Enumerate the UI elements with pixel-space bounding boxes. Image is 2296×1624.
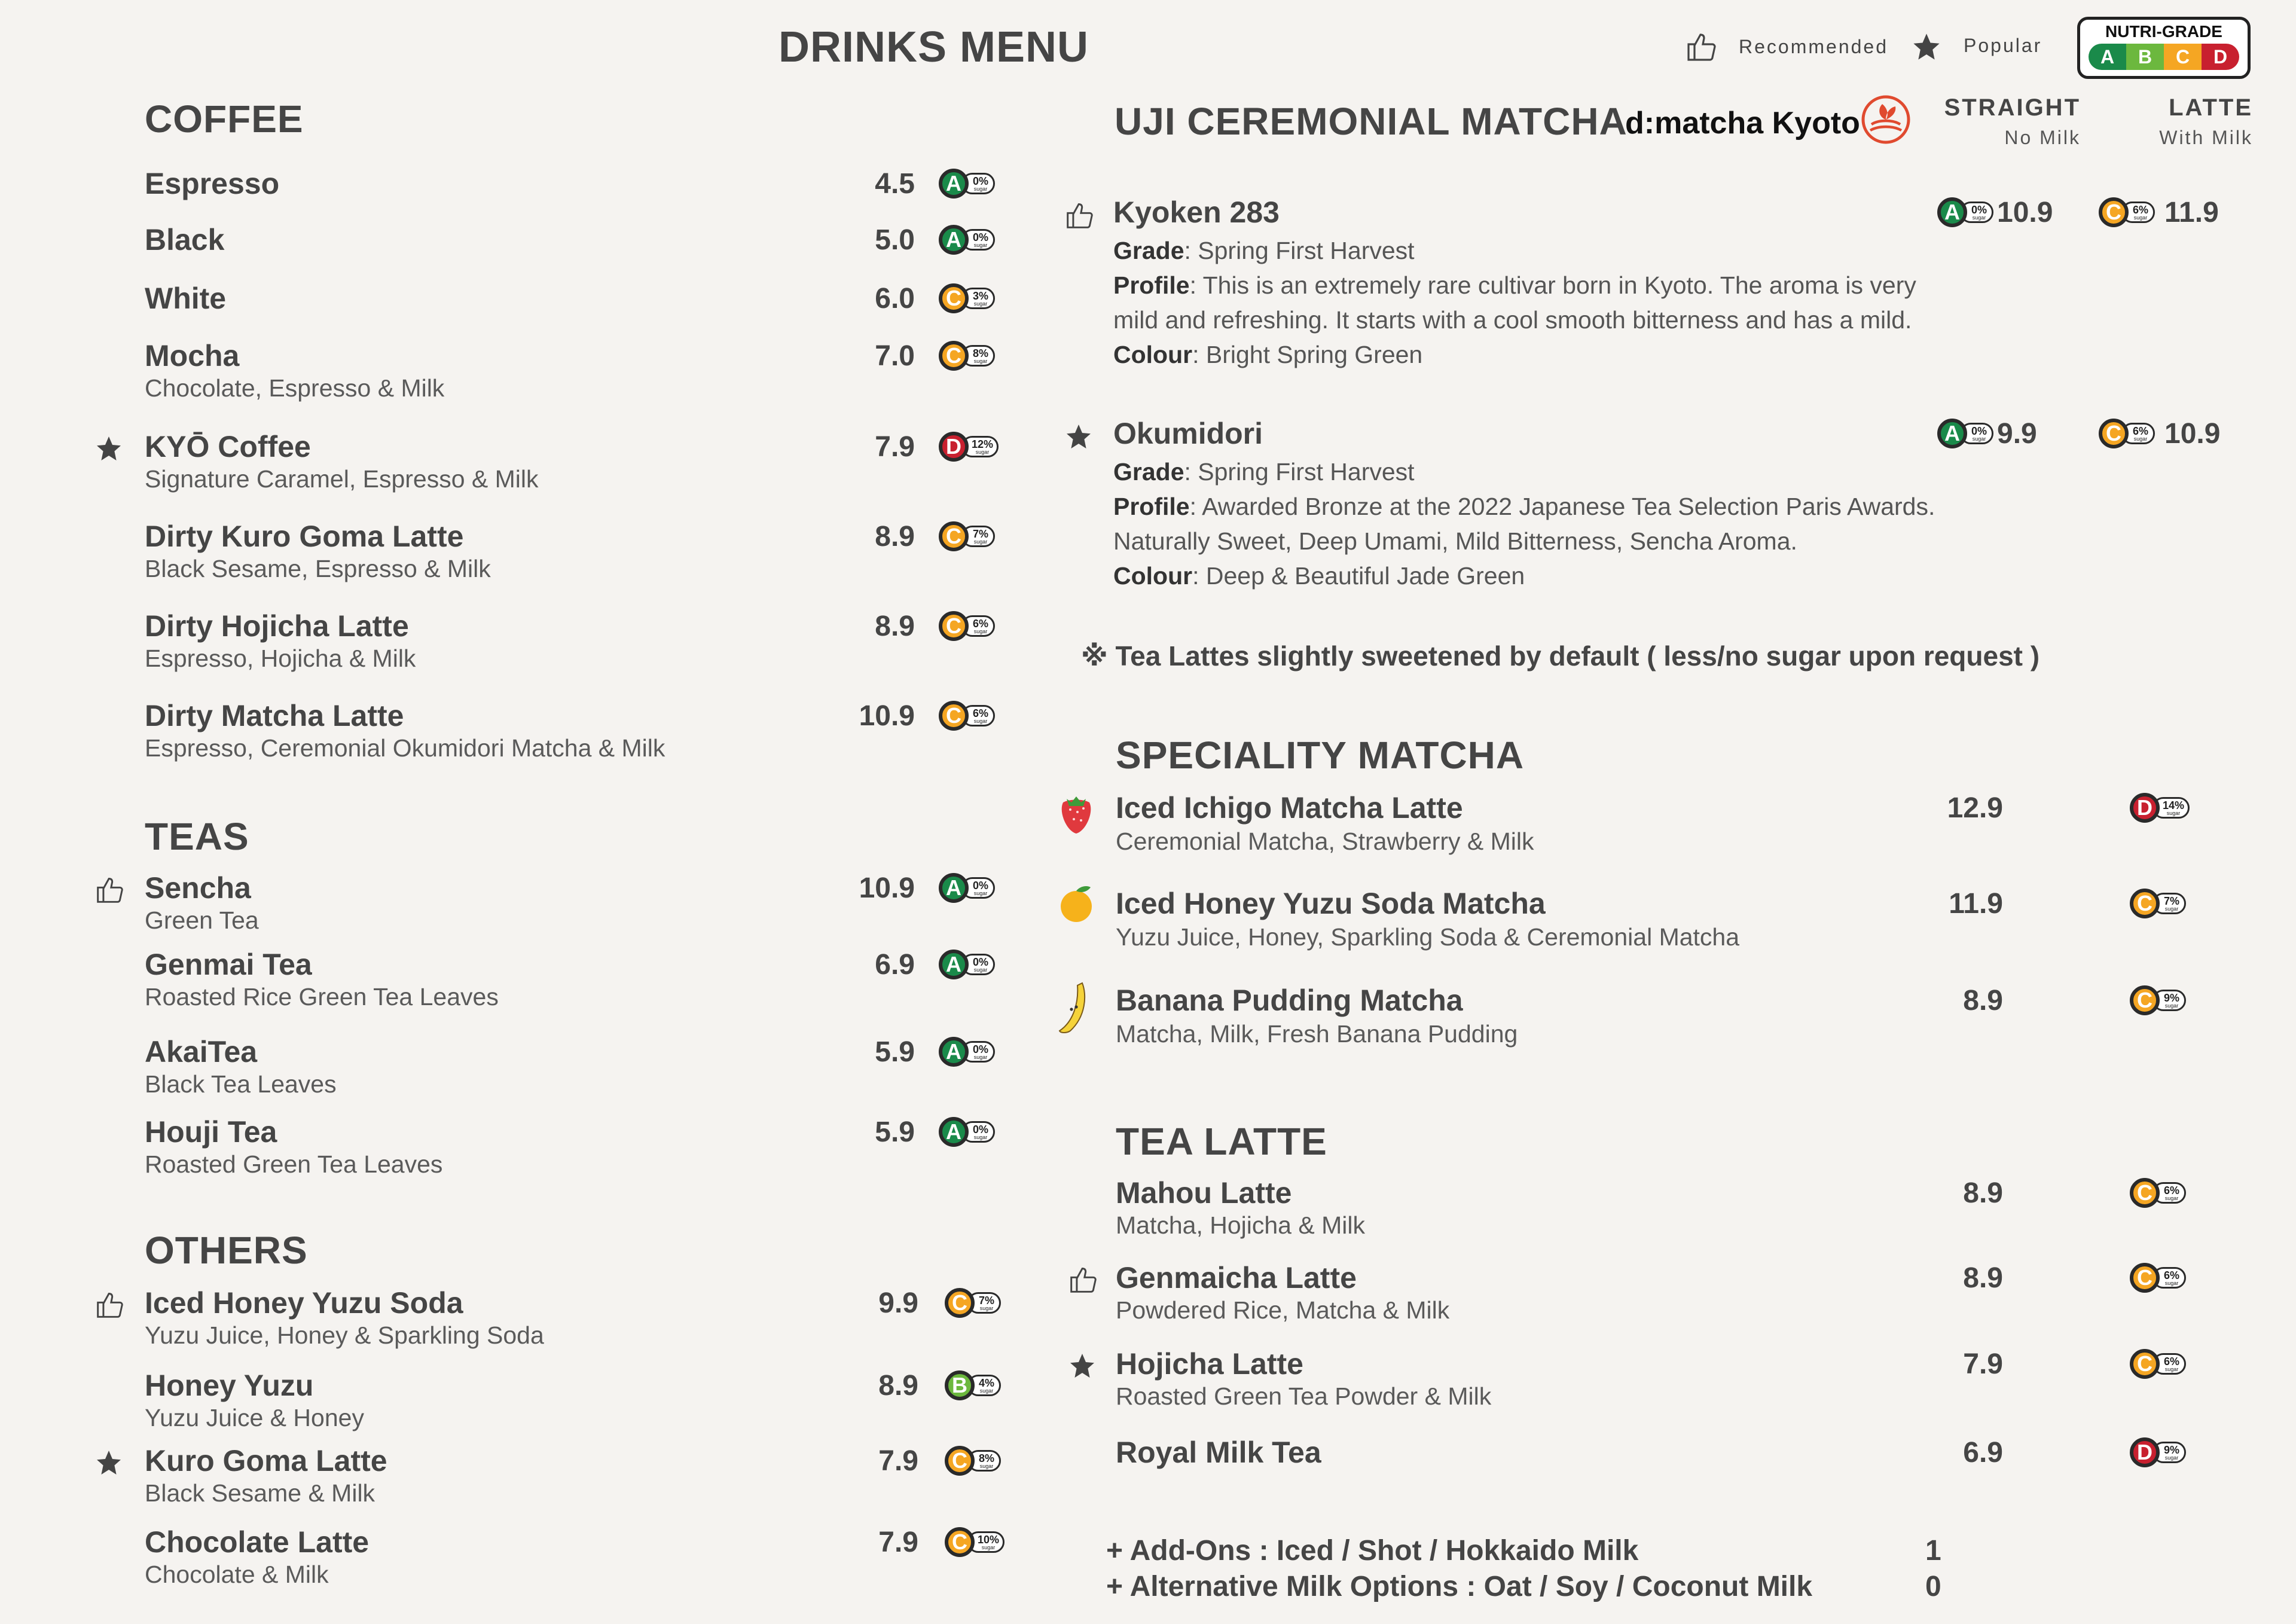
sugar-percent: 10% — [978, 1533, 1000, 1546]
sugar-percent: 6% — [972, 707, 988, 719]
nutri-grade-badge — [939, 1037, 995, 1067]
grade-c-circle: C — [945, 1446, 975, 1476]
section-heading-coffee: COFFEE — [145, 97, 304, 141]
nutri-grade-badge — [939, 283, 995, 313]
grade-d-circle: D — [2130, 1437, 2160, 1467]
latte-price: 11.9 — [2164, 197, 2219, 228]
menu-item-details — [1113, 233, 1916, 372]
menu-item-description: Chocolate & Milk — [145, 1561, 329, 1588]
star-icon — [1064, 422, 1093, 454]
detail-value: : Bright Spring Green — [1192, 341, 1423, 368]
grade-c-circle: C — [945, 1527, 975, 1557]
sugar-percent: 6% — [2132, 203, 2148, 216]
grade-b-circle: B — [945, 1370, 975, 1400]
detail-value: : Spring First Harvest — [1184, 458, 1415, 486]
menu-item-name: Espresso — [145, 167, 280, 200]
menu-item-description: Matcha, Hojicha & Milk — [1116, 1211, 1365, 1239]
grade-d-swatch: D — [2202, 44, 2239, 70]
menu-item-description: Espresso, Ceremonial Okumidori Matcha & Milk — [145, 734, 665, 762]
sugar-label: sugar — [973, 890, 988, 896]
grade-c-circle: C — [2099, 197, 2129, 227]
nutri-grade-badge — [939, 1117, 995, 1147]
nutri-grade-badge — [945, 1527, 1004, 1557]
nutri-grade-badge — [939, 521, 995, 551]
sugar-label: sugar — [979, 1463, 994, 1469]
grade-a-circle: A — [1937, 419, 1967, 448]
detail-line — [1113, 233, 1916, 268]
grade-c-circle: C — [2130, 889, 2160, 918]
menu-item-price: 6.9 — [875, 949, 915, 981]
nutri-grade-badge — [2099, 419, 2155, 448]
sugar-percent: 8% — [978, 1452, 994, 1464]
menu-item-name: KYŌ Coffee — [145, 430, 311, 463]
sugar-percent: 9% — [2163, 1443, 2179, 1456]
grade-a-circle: A — [1937, 197, 1967, 227]
menu-item-name: Genmai Tea — [145, 948, 312, 981]
nutri-grade-badge — [2130, 1437, 2186, 1467]
sugar-percent: 0% — [972, 879, 988, 892]
sugar-label: sugar — [979, 1305, 994, 1311]
menu-item-description: Roasted Green Tea Powder & Milk — [1116, 1382, 1492, 1410]
grade-a-circle: A — [939, 950, 969, 979]
sugar-label: sugar — [2133, 435, 2148, 442]
menu-item-description: Signature Caramel, Espresso & Milk — [145, 465, 539, 493]
sugar-percent: 0% — [972, 231, 988, 243]
nutri-grade-badge — [2099, 197, 2155, 227]
detail-line — [1113, 558, 1935, 593]
sugar-percent: 7% — [972, 527, 988, 540]
nutri-grade-badge — [2130, 793, 2190, 823]
sugar-percent: 6% — [2132, 425, 2148, 437]
brand-name: d:matcha Kyoto — [1625, 106, 1860, 141]
grade-a-circle: A — [939, 873, 969, 903]
section-heading-uji: UJI CEREMONIAL MATCHA — [1115, 100, 1628, 143]
menu-item-price: 10.9 — [859, 872, 915, 904]
legend-popular: Popular — [1964, 35, 2042, 56]
nutri-grade-badge — [1937, 197, 1993, 227]
menu-item-price: 5.9 — [875, 1036, 915, 1068]
detail-line — [1113, 268, 1916, 303]
menu-item-name: Royal Milk Tea — [1116, 1436, 1321, 1469]
menu-item-price: 8.9 — [878, 1370, 918, 1402]
sugar-percent: 4% — [978, 1376, 994, 1389]
sugar-label: sugar — [2133, 214, 2148, 221]
grade-c-circle: C — [2130, 1178, 2160, 1208]
sugar-percent: 3% — [972, 289, 988, 302]
detail-value: : Deep & Beautiful Jade Green — [1192, 562, 1525, 590]
menu-item-name: Iced Ichigo Matcha Latte — [1116, 791, 1463, 825]
straight-price: 10.9 — [1997, 197, 2053, 228]
menu-item-price: 8.9 — [1963, 985, 2003, 1016]
nutri-grade-title: NUTRI-GRADE — [2105, 22, 2222, 41]
menu-item-name: Chocolate Latte — [145, 1525, 370, 1559]
grade-c-circle: C — [939, 701, 969, 731]
detail-line: Naturally Sweet, Deep Umami, Mild Bitterness, Sencha Aroma. — [1113, 527, 1797, 555]
menu-item-details — [1113, 454, 1935, 593]
detail-line — [1113, 489, 1935, 524]
dmatcha-logo-icon — [1860, 93, 1912, 149]
nutri-grade-badge — [2130, 1178, 2186, 1208]
sugar-label: sugar — [973, 628, 988, 634]
thumbs-up-icon — [1068, 1265, 1099, 1297]
detail-line: mild and refreshing. It starts with a cool smooth bitterness and has a mild. — [1113, 306, 1912, 334]
sugar-percent: 7% — [2163, 895, 2179, 907]
thumbs-up-icon — [94, 1290, 126, 1322]
thumbs-up-icon — [1685, 31, 1718, 65]
menu-item-name: AkaiTea — [145, 1035, 258, 1069]
sugar-label: sugar — [2164, 1280, 2179, 1286]
nutri-grade-badge — [2130, 1263, 2186, 1293]
menu-item-description: Yuzu Juice, Honey & Sparkling Soda — [145, 1321, 544, 1349]
sugar-percent: 6% — [2163, 1355, 2179, 1367]
menu-item-name: Mahou Latte — [1116, 1176, 1292, 1210]
menu-item-description: Green Tea — [145, 906, 259, 934]
grade-c-circle: C — [2130, 985, 2160, 1015]
sugar-label: sugar — [973, 300, 988, 307]
star-icon — [1911, 31, 1942, 65]
menu-item-description: Powdered Rice, Matcha & Milk — [1116, 1296, 1450, 1324]
menu-item-price: 11.9 — [1949, 888, 2003, 920]
star-icon — [1068, 1351, 1097, 1383]
sugar-percent: 9% — [2163, 991, 2179, 1004]
nutri-grade-badge — [939, 873, 995, 903]
thumbs-up-icon — [1064, 201, 1095, 233]
menu-item-price: 8.9 — [875, 521, 915, 552]
section-heading-others: OTHERS — [145, 1229, 308, 1272]
menu-item-name: Banana Pudding Matcha — [1116, 984, 1463, 1017]
sugar-percent: 14% — [2163, 799, 2185, 811]
sugar-percent: 6% — [972, 617, 988, 630]
menu-item-name: Iced Honey Yuzu Soda — [145, 1286, 463, 1320]
sugar-percent: 0% — [1971, 425, 1987, 437]
sugar-label: sugar — [973, 358, 988, 364]
menu-item-description: Yuzu Juice & Honey — [145, 1404, 364, 1431]
sugar-label: sugar — [2164, 905, 2179, 912]
nutri-grade-badge — [939, 225, 995, 255]
sugar-percent: 12% — [972, 438, 994, 450]
grade-a-circle: A — [939, 169, 969, 199]
grade-c-circle: C — [939, 341, 969, 371]
nutri-grade-badge — [939, 341, 995, 371]
legend-recommended: Recommended — [1739, 36, 1888, 57]
menu-item-name: Genmaicha Latte — [1116, 1261, 1357, 1295]
grade-c-circle: C — [2099, 419, 2129, 448]
sugar-percent: 0% — [972, 1043, 988, 1055]
tea-latte-note: ※ Tea Lattes slightly sweetened by default ( less/no sugar upon request ) — [1081, 640, 2040, 671]
section-heading-speciality: SPECIALITY MATCHA — [1116, 734, 1525, 777]
menu-item-price: 10.9 — [859, 700, 915, 732]
sugar-label: sugar — [979, 1387, 994, 1394]
menu-item-name: Kuro Goma Latte — [145, 1444, 387, 1478]
sugar-percent: 0% — [972, 1123, 988, 1135]
menu-item-name: Hojicha Latte — [1116, 1347, 1303, 1381]
menu-item-name: Houji Tea — [145, 1115, 277, 1149]
sugar-percent: 8% — [972, 347, 988, 359]
sugar-percent: 7% — [978, 1294, 994, 1306]
detail-value: : This is an extremely rare cultivar born in Kyoto. The aroma is very — [1189, 271, 1916, 299]
straight-header: STRAIGHT — [1944, 94, 2081, 121]
menu-item-description: Espresso, Hojicha & Milk — [145, 645, 416, 672]
grade-a-circle: A — [939, 1037, 969, 1067]
yuzu-icon — [1056, 884, 1098, 926]
strawberry-icon — [1056, 788, 1098, 838]
sugar-label: sugar — [1972, 435, 1986, 442]
menu-item-description: Yuzu Juice, Honey, Sparkling Soda & Ceremonial Matcha — [1116, 923, 1740, 951]
nutri-grade-badge — [1937, 419, 1993, 448]
star-icon — [94, 434, 123, 466]
section-heading-teas: TEAS — [145, 815, 249, 858]
sugar-label: sugar — [975, 448, 990, 455]
sugar-label: sugar — [2164, 1195, 2179, 1201]
menu-item-description: Roasted Green Tea Leaves — [145, 1150, 443, 1178]
nutri-grade-legend — [2077, 17, 2251, 79]
nutri-grade-badge — [945, 1288, 1001, 1318]
menu-item-description: Chocolate, Espresso & Milk — [145, 374, 445, 402]
menu-item-price: 7.9 — [1963, 1348, 2003, 1380]
menu-item-price: 6.0 — [875, 283, 915, 315]
nutri-grade-badge — [939, 611, 995, 641]
nutri-grade-badge — [939, 432, 999, 462]
sugar-label: sugar — [2166, 810, 2181, 816]
sugar-label: sugar — [973, 538, 988, 545]
straight-price: 9.9 — [1997, 418, 2037, 450]
grade-c-circle: C — [939, 611, 969, 641]
addons-price: 1 — [1925, 1535, 1941, 1567]
menu-item-name: Dirty Matcha Latte — [145, 699, 404, 732]
grade-c-swatch: C — [2164, 44, 2202, 70]
nutri-grade-badge — [939, 169, 995, 199]
menu-item-description: Black Tea Leaves — [145, 1070, 337, 1098]
sugar-label: sugar — [2164, 1454, 2179, 1461]
menu-item-name: Black — [145, 223, 225, 257]
grade-c-circle: C — [945, 1288, 975, 1318]
sugar-percent: 0% — [1971, 203, 1987, 216]
detail-label: Colour — [1113, 341, 1193, 368]
menu-item-price: 4.5 — [875, 168, 915, 200]
latte-price: 10.9 — [2164, 418, 2221, 450]
menu-item-description: Black Sesame, Espresso & Milk — [145, 555, 491, 582]
sugar-percent: 0% — [972, 956, 988, 968]
detail-label: Grade — [1113, 237, 1184, 264]
thumbs-up-icon — [94, 875, 126, 907]
grade-c-circle: C — [2130, 1263, 2160, 1293]
grade-a-circle: A — [939, 225, 969, 255]
grade-a-circle: A — [939, 1117, 969, 1147]
menu-item-price: 6.9 — [1963, 1437, 2003, 1469]
sugar-label: sugar — [2164, 1366, 2179, 1372]
menu-item-price: 7.9 — [875, 431, 915, 463]
grade-a-swatch: A — [2089, 44, 2126, 70]
nutri-grade-badge — [2130, 1349, 2186, 1379]
grade-d-circle: D — [2130, 793, 2160, 823]
sugar-percent: 6% — [2163, 1184, 2179, 1196]
grade-b-swatch: B — [2126, 44, 2164, 70]
sugar-label: sugar — [973, 718, 988, 724]
grade-c-circle: C — [2130, 1349, 2160, 1379]
menu-item-name: Mocha — [145, 339, 240, 373]
sugar-label: sugar — [973, 1134, 988, 1140]
nutri-grade-badge — [939, 701, 995, 731]
menu-item-name: Sencha — [145, 871, 251, 905]
menu-item-name: Dirty Kuro Goma Latte — [145, 520, 464, 553]
alt-milk-price: 0 — [1925, 1571, 1941, 1602]
detail-value: : Spring First Harvest — [1184, 237, 1415, 264]
grade-c-circle: C — [939, 521, 969, 551]
detail-label: Colour — [1113, 562, 1193, 590]
detail-line — [1113, 454, 1935, 489]
alt-milk-line: + Alternative Milk Options : Oat / Soy / Coconut Milk — [1106, 1571, 1813, 1602]
menu-item-name: Dirty Hojicha Latte — [145, 609, 409, 643]
grade-c-circle: C — [939, 283, 969, 313]
menu-item-description: Matcha, Milk, Fresh Banana Pudding — [1116, 1020, 1518, 1048]
straight-subheader: No Milk — [2004, 127, 2081, 148]
menu-item-price: 5.9 — [875, 1116, 915, 1148]
menu-item-price: 7.9 — [878, 1527, 918, 1558]
banana-icon — [1056, 981, 1092, 1039]
sugar-percent: 0% — [972, 175, 988, 187]
menu-item-price: 5.0 — [875, 224, 915, 256]
detail-label: Grade — [1113, 458, 1184, 486]
menu-item-price: 8.9 — [1963, 1262, 2003, 1294]
sugar-label: sugar — [981, 1544, 996, 1550]
nutri-grade-badge — [945, 1370, 1001, 1400]
grade-d-circle: D — [939, 432, 969, 462]
nutri-grade-badge — [939, 950, 995, 979]
sugar-label: sugar — [973, 1054, 988, 1060]
star-icon — [94, 1448, 123, 1480]
nutri-grade-badge — [945, 1446, 1001, 1476]
menu-item-name: Okumidori — [1113, 417, 1263, 450]
sugar-label: sugar — [973, 242, 988, 248]
page-title: DRINKS MENU — [778, 23, 1089, 71]
menu-item-name: Kyoken 283 — [1113, 196, 1280, 229]
detail-label: Profile — [1113, 271, 1190, 299]
sugar-label: sugar — [973, 185, 988, 192]
nutri-grade-badge — [2130, 985, 2186, 1015]
nutri-grade-badge — [2130, 889, 2186, 918]
sugar-label: sugar — [1972, 214, 1986, 221]
latte-subheader: With Milk — [2159, 127, 2253, 148]
menu-item-price: 8.9 — [875, 610, 915, 642]
menu-item-price: 12.9 — [1947, 792, 2003, 824]
menu-item-name: Honey Yuzu — [145, 1369, 314, 1402]
detail-value: : Awarded Bronze at the 2022 Japanese Tea Selection Paris Awards. — [1189, 493, 1935, 520]
sugar-label: sugar — [2164, 1002, 2179, 1009]
sugar-percent: 6% — [2163, 1269, 2179, 1281]
menu-item-price: 8.9 — [1963, 1177, 2003, 1209]
sugar-label: sugar — [973, 966, 988, 973]
menu-item-description: Ceremonial Matcha, Strawberry & Milk — [1116, 828, 1534, 855]
menu-item-description: Black Sesame & Milk — [145, 1479, 375, 1507]
addons-line: + Add-Ons : Iced / Shot / Hokkaido Milk — [1106, 1535, 1639, 1567]
latte-header: LATTE — [2169, 94, 2253, 121]
section-heading-tea-latte: TEA LATTE — [1116, 1120, 1327, 1163]
menu-item-name: Iced Honey Yuzu Soda Matcha — [1116, 887, 1546, 920]
menu-item-price: 7.9 — [878, 1445, 918, 1477]
menu-item-price: 7.0 — [875, 340, 915, 372]
detail-label: Profile — [1113, 493, 1190, 520]
detail-line — [1113, 337, 1916, 372]
menu-item-name: White — [145, 282, 227, 315]
menu-item-description: Roasted Rice Green Tea Leaves — [145, 983, 499, 1011]
menu-item-price: 9.9 — [878, 1287, 918, 1319]
